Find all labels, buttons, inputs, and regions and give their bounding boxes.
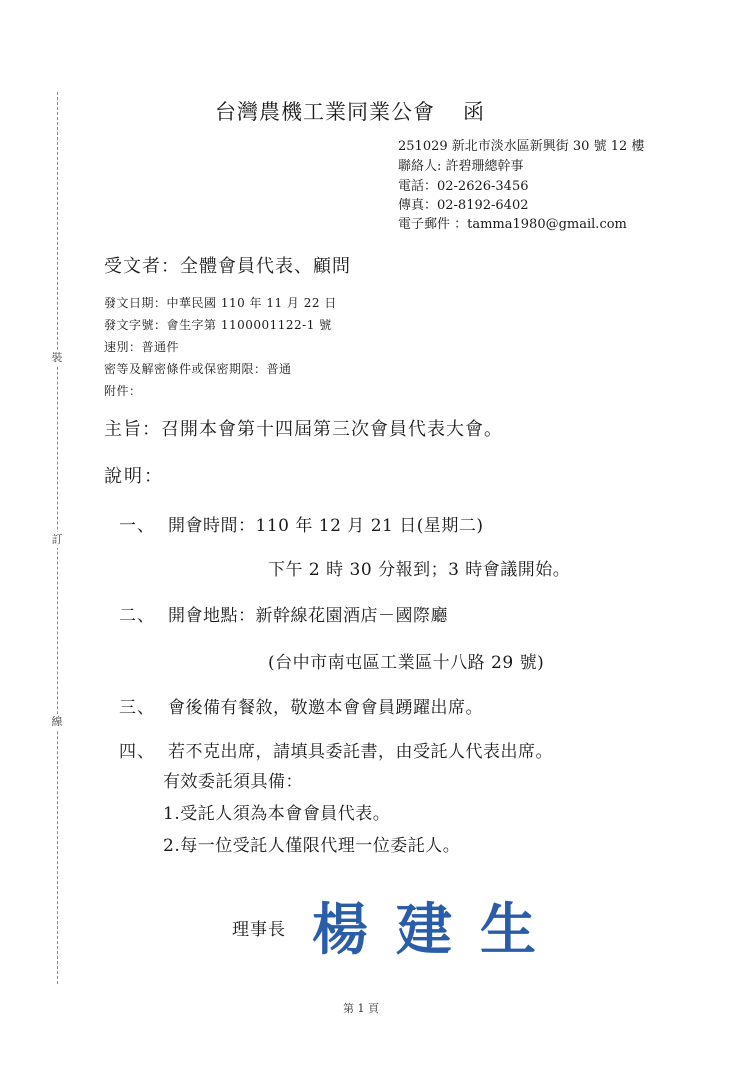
confidentiality: 密等及解密條件或保密期限：普通 [104,362,292,376]
item-4-number: 四、 [119,742,155,762]
subject: 主旨：召開本會第十四屆第三次會員代表大會。 [104,419,503,440]
page-number: 第 1 頁 [343,1002,379,1015]
item-4-sub-heading: 有效委託須具備： [163,772,303,792]
phone: 電話：02-2626-3456 [398,179,529,194]
item-4-text: 若不克出席，請填具委託書，由受託人代表出席。 [168,742,553,762]
item-3-number: 三、 [119,698,155,718]
address: 251029 新北市淡水區新興街 30 號 12 樓 [398,139,645,154]
explanation-label: 說明： [104,466,164,487]
letterhead-title [215,96,485,126]
item-4-condition-2: 2.每一位受託人僅限代理一位委託人。 [163,836,461,856]
contact-person: 聯絡人: 許碧珊總幹事 [398,159,524,174]
binding-mark-zhuang: 裝 [49,350,65,366]
binding-mark-ding: 訂 [49,532,65,548]
document-kind: 函 [463,100,485,124]
item-4-condition-1: 1.受託人須為本會會員代表。 [163,804,391,824]
binding-mark-xian: 線 [49,714,65,730]
delivery-speed: 速別：普通件 [104,340,180,354]
attachments: 附件： [104,384,142,398]
signature-title: 理事長 [232,920,286,940]
item-2-continued: (台中市南屯區工業區十八路 29 號) [268,653,545,673]
item-2-number: 二、 [119,606,155,626]
item-1-text: 開會時間：110 年 12 月 21 日(星期二) [168,516,484,536]
item-2-text: 開會地點：新幹線花園酒店－國際廳 [168,606,448,626]
signature-name: 楊建生 [312,898,564,963]
item-1-number: 一、 [119,516,155,536]
fax: 傳真：02-8192-6402 [398,198,529,213]
recipient: 受文者：全體會員代表、顧問 [104,256,351,277]
organization-name: 台灣農機工業同業公會 [215,100,435,124]
email: 電子郵件 ：tamma1980@gmail.com [398,217,627,232]
item-3-text: 會後備有餐敘，敬邀本會會員踴躍出席。 [168,698,483,718]
item-1-continued: 下午 2 時 30 分報到；3 時會議開始。 [268,560,571,580]
document-number: 發文字號：會生字第 1100001122-1 號 [104,318,332,332]
issue-date: 發文日期：中華民國 110 年 11 月 22 日 [104,296,337,310]
